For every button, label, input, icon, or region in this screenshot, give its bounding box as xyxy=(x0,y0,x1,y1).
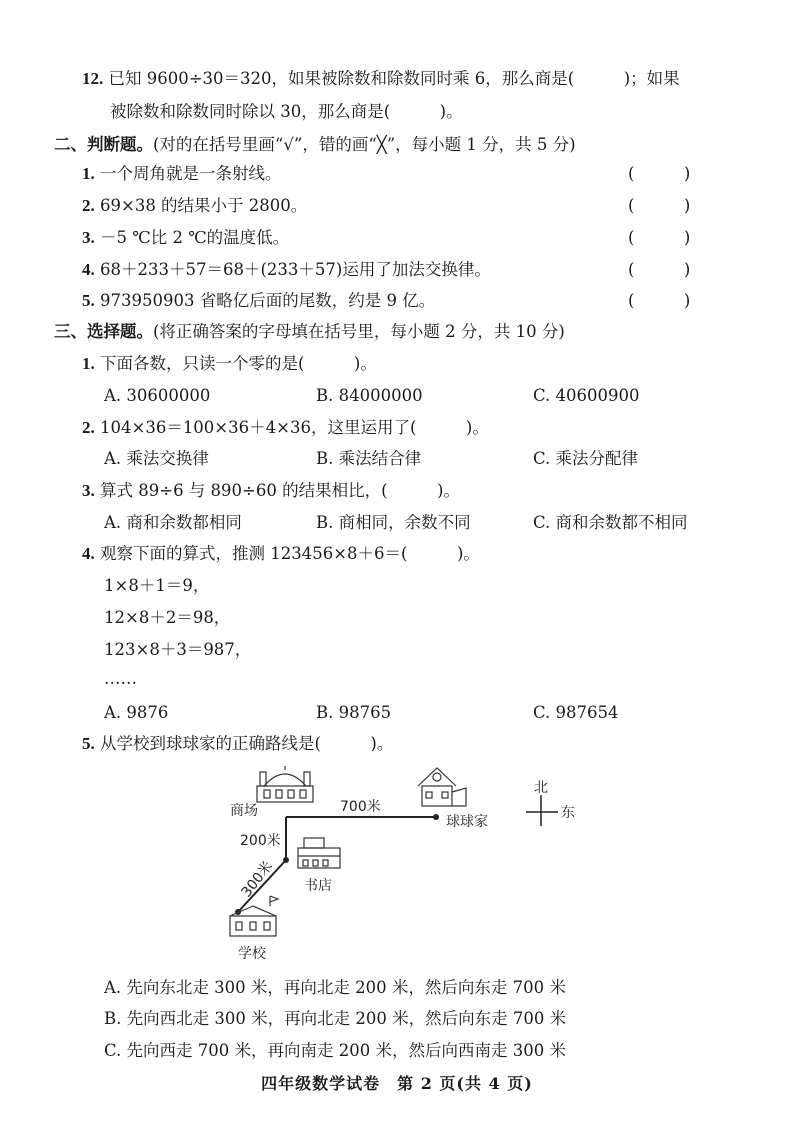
answer-blank[interactable]: ( ) xyxy=(628,260,691,279)
equation-line: 123×8＋3＝987， xyxy=(104,640,252,659)
mall-icon xyxy=(257,766,313,802)
item-text: 观察下面的算式，推测 123456×8＋6＝( )。 xyxy=(100,544,480,563)
bookstore-label: 书店 xyxy=(304,878,332,894)
option-a[interactable]: A. 先向东北走 300 米，再向北走 200 米，然后向东走 700 米 xyxy=(104,978,566,997)
compass-icon xyxy=(526,795,558,826)
section3-title: 三、选择题。 xyxy=(54,322,153,341)
bookstore-icon xyxy=(298,838,340,868)
distance-700: 700米 xyxy=(340,799,381,815)
item-text: 算式 89÷6 与 890÷60 的结果相比，( )。 xyxy=(100,481,460,500)
school-icon xyxy=(230,896,278,936)
equation-line: 1×8＋1＝9， xyxy=(104,576,210,595)
item-text: 68＋233＋57＝68＋(233＋57)运用了加法交换律。 xyxy=(100,260,491,279)
item-text: 下面各数，只读一个零的是( )。 xyxy=(100,354,377,373)
option-b[interactable]: B. 98765 xyxy=(316,703,392,722)
option-a[interactable]: A. 商和余数都相同 xyxy=(104,513,242,532)
junction-dot xyxy=(433,814,439,820)
home-label: 球球家 xyxy=(446,814,488,830)
ellipsis: …… xyxy=(104,669,137,688)
section2-note: (对的在括号里画“√”，错的画“╳”，每小题 1 分，共 5 分) xyxy=(153,135,576,154)
option-b[interactable]: B. 先向西北走 300 米，再向北走 200 米，然后向东走 700 米 xyxy=(104,1009,567,1028)
option-b[interactable]: B. 乘法结合律 xyxy=(316,449,422,468)
section3-note: (将正确答案的字母填在括号里，每小题 2 分，共 10 分) xyxy=(153,322,565,341)
answer-blank[interactable]: ( ) xyxy=(628,196,691,215)
q12-line2: 被除数和除数同时除以 30，那么商是( )。 xyxy=(110,102,463,121)
option-c[interactable]: C. 先向西走 700 米，再向南走 200 米，然后向西南走 300 米 xyxy=(104,1041,566,1060)
item-text: 从学校到球球家的正确路线是( )。 xyxy=(100,734,394,753)
school-label: 学校 xyxy=(238,946,266,962)
item-number: 1. xyxy=(82,354,95,373)
q12-text-1: 已知 9600÷30＝320，如果被除数和除数同时乘 6，那么商是( )；如果 xyxy=(108,69,680,88)
item-number: 4. xyxy=(82,260,95,279)
option-b[interactable]: B. 84000000 xyxy=(316,386,423,405)
option-c[interactable]: C. 40600900 xyxy=(533,386,640,405)
item-text: 973950903 省略亿后面的尾数，约是 9 亿。 xyxy=(100,291,436,310)
junction-dot xyxy=(283,857,289,863)
option-a[interactable]: A. 30600000 xyxy=(104,386,211,405)
compass-east: 东 xyxy=(561,805,575,821)
q12-number: 12. xyxy=(82,69,104,88)
option-a[interactable]: A. 9876 xyxy=(104,703,169,722)
distance-300: 300米 xyxy=(238,858,277,901)
option-b[interactable]: B. 商相同，余数不同 xyxy=(316,513,471,532)
item-text: 一个周角就是一条射线。 xyxy=(100,164,282,183)
option-a[interactable]: A. 乘法交换律 xyxy=(104,449,209,468)
item-text: －5 ℃比 2 ℃的温度低。 xyxy=(100,228,290,247)
item-number: 3. xyxy=(82,228,95,247)
mall-label: 商场 xyxy=(230,803,258,819)
answer-blank[interactable]: ( ) xyxy=(628,291,691,310)
option-c[interactable]: C. 商和余数都不相同 xyxy=(533,513,688,532)
house-icon xyxy=(418,768,466,806)
option-c[interactable]: C. 乘法分配律 xyxy=(533,449,639,468)
item-number: 1. xyxy=(82,164,95,183)
item-number: 4. xyxy=(82,544,95,563)
option-c[interactable]: C. 987654 xyxy=(533,703,619,722)
section2-title: 二、判断题。 xyxy=(54,135,153,154)
answer-blank[interactable]: ( ) xyxy=(628,228,691,247)
item-number: 5. xyxy=(82,291,95,310)
answer-blank[interactable]: ( ) xyxy=(628,164,691,183)
item-number: 2. xyxy=(82,196,95,215)
item-text: 104×36＝100×36＋4×36，这里运用了( )。 xyxy=(100,418,489,437)
page-footer: 四年级数学试卷 第 2 页(共 4 页) xyxy=(261,1074,533,1093)
item-text: 69×38 的结果小于 2800。 xyxy=(100,196,308,215)
equation-line: 12×8＋2＝98， xyxy=(104,608,231,627)
item-number: 3. xyxy=(82,481,95,500)
compass-north: 北 xyxy=(534,780,548,796)
item-number: 2. xyxy=(82,418,95,437)
distance-200: 200米 xyxy=(240,833,281,849)
item-number: 5. xyxy=(82,734,95,753)
